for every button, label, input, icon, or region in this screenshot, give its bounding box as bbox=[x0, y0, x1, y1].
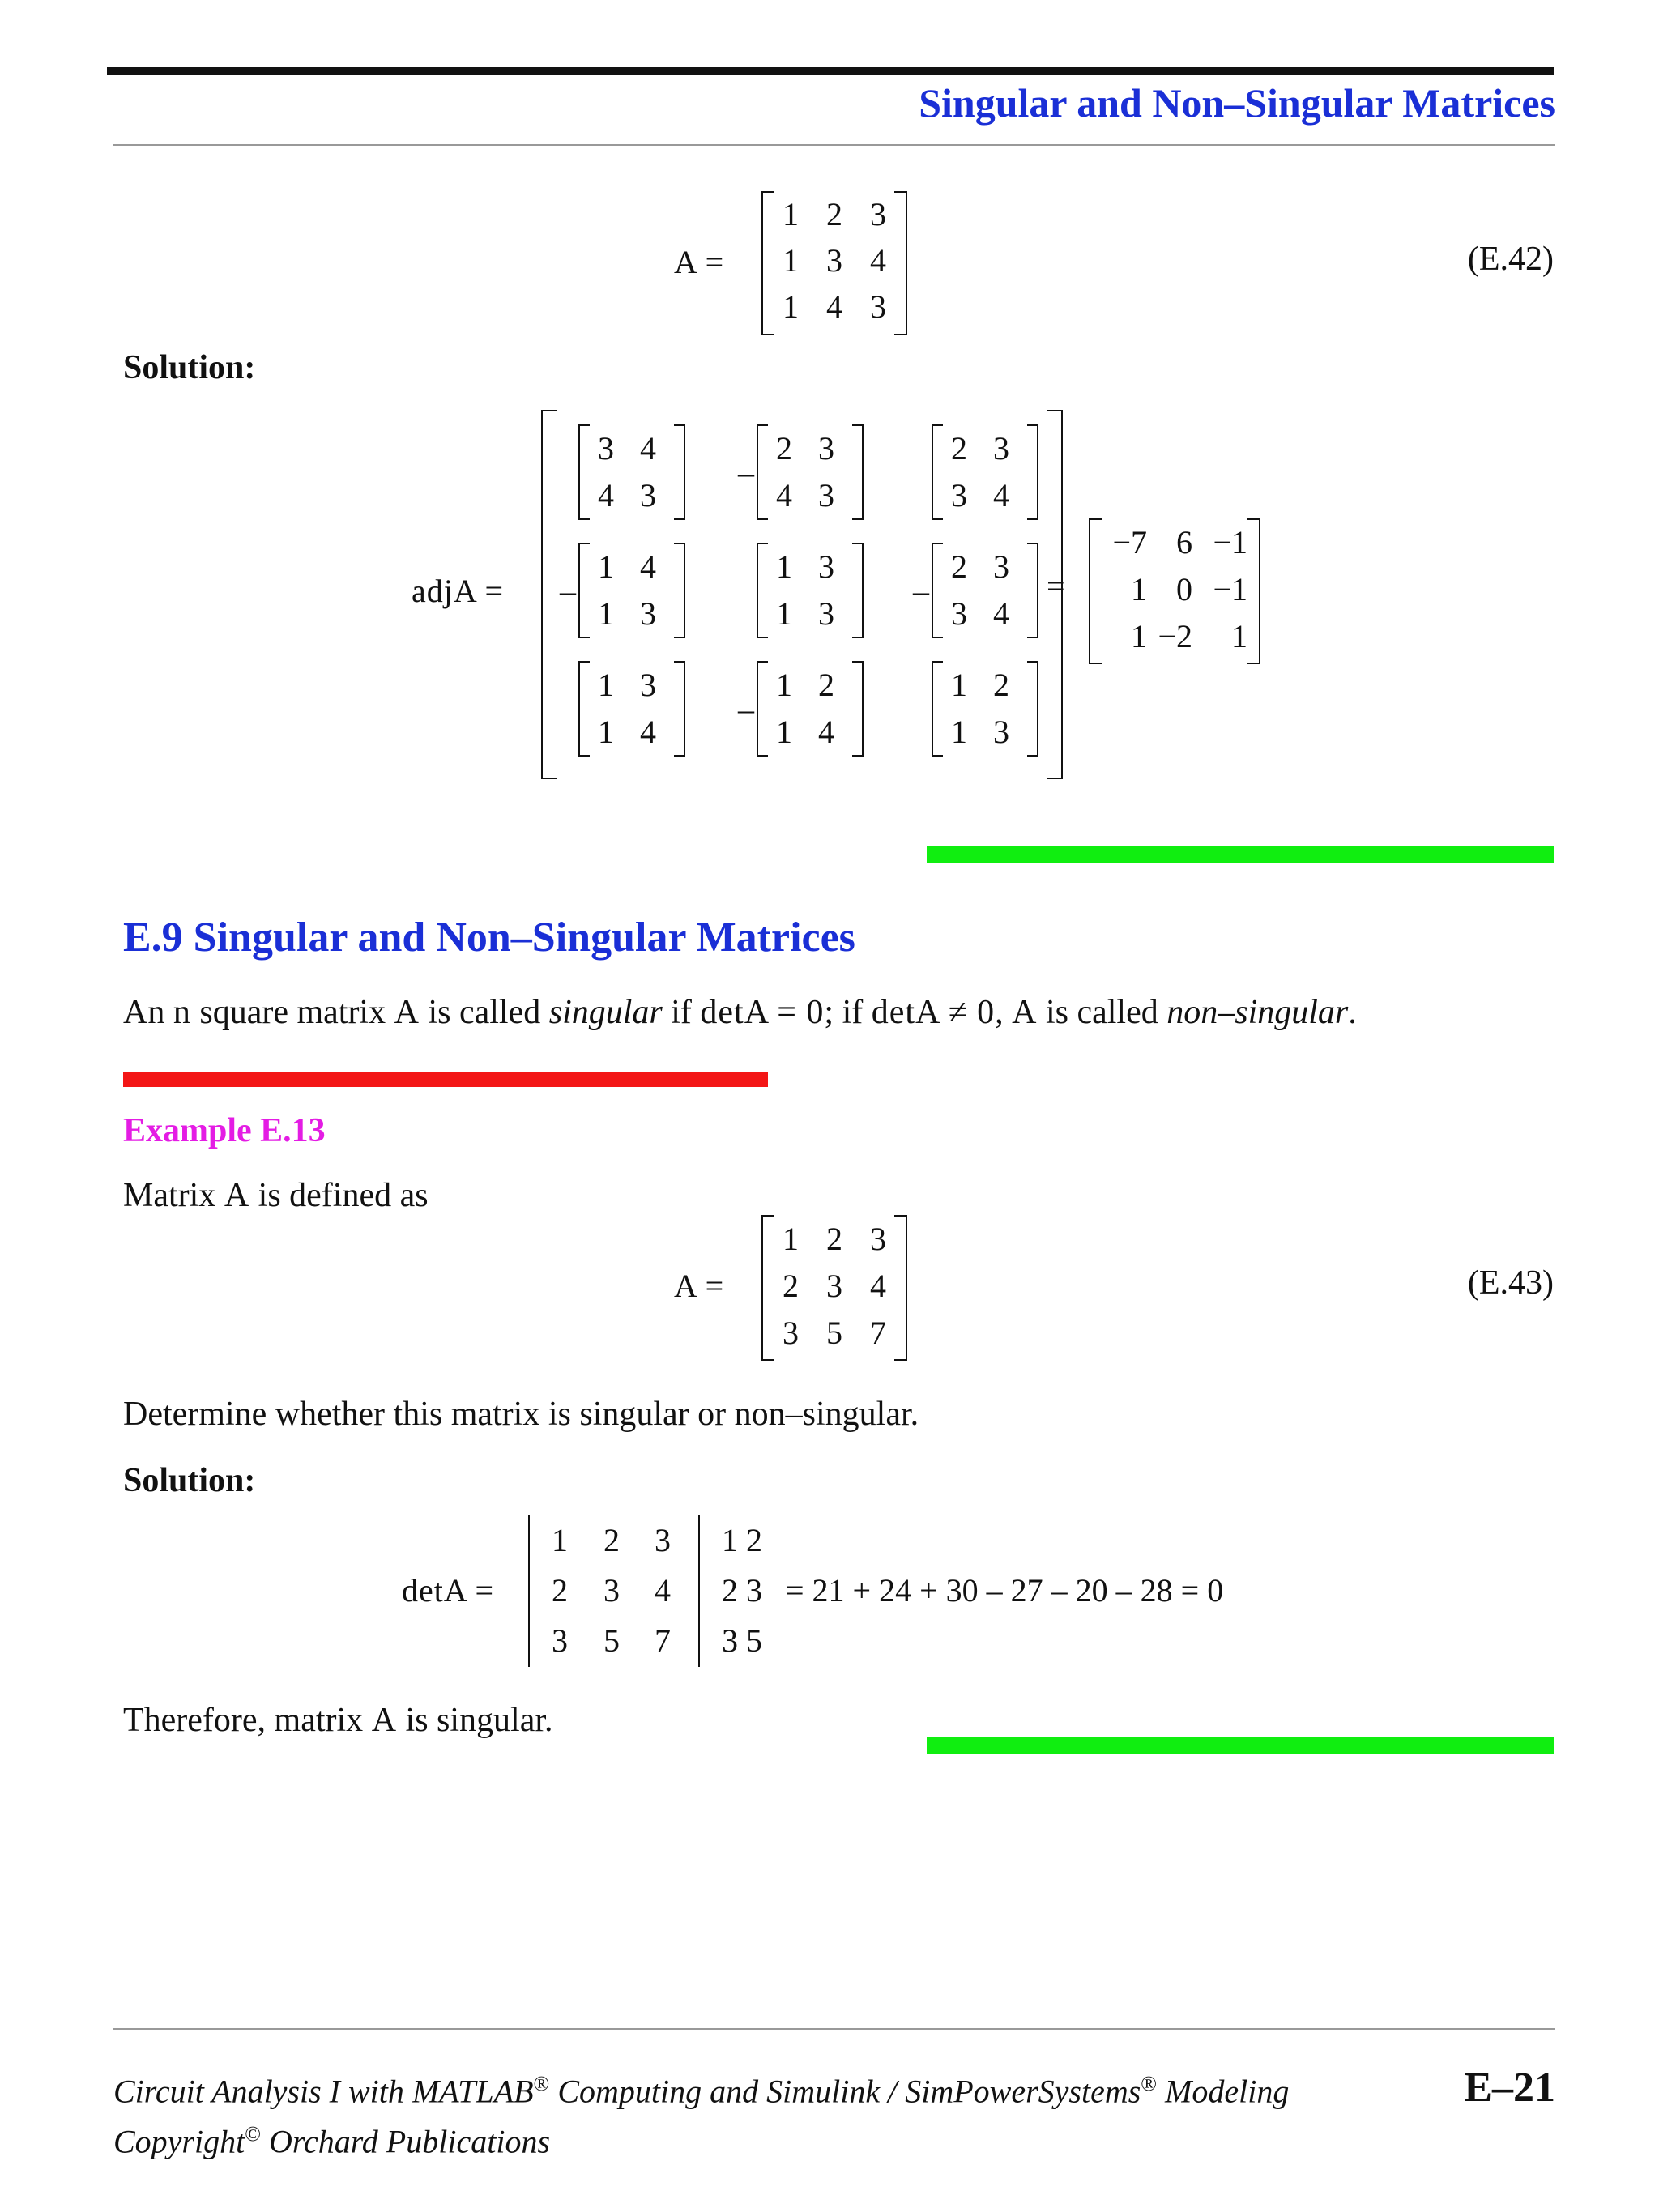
eq42-matrix-cell: 3 bbox=[826, 242, 842, 279]
det-lhs: detA = bbox=[402, 1572, 495, 1609]
adj-result-cell: −1 bbox=[1213, 570, 1247, 607]
question-text: Determine whether this matrix is singular or non–singular. bbox=[123, 1396, 919, 1433]
eq43-matrix-cell: 3 bbox=[826, 1267, 842, 1304]
minor-cell: 4 bbox=[993, 595, 1009, 632]
minor-cell: 4 bbox=[640, 548, 656, 585]
section-title: E.9 Singular and Non–Singular Matrices bbox=[123, 914, 855, 961]
adj-result-cell: 6 bbox=[1176, 523, 1192, 560]
def-cond2: detA ≠ 0 bbox=[871, 994, 996, 1031]
minor-cell: 1 bbox=[776, 666, 792, 703]
minor-cell: 3 bbox=[640, 666, 656, 703]
det-extra-cell: 2 3 bbox=[722, 1571, 762, 1609]
footer-publisher: Orchard Publications bbox=[261, 2123, 551, 2160]
def-text-2: square matrix bbox=[190, 994, 394, 1031]
cofactor-entry bbox=[736, 424, 911, 520]
minor-cell: 3 bbox=[818, 429, 834, 467]
eq42-lhs: A = bbox=[674, 244, 725, 280]
minor-cell: 3 bbox=[951, 476, 967, 514]
def-text-6: , bbox=[995, 994, 1013, 1031]
adj-result-cell: 1 bbox=[1131, 617, 1147, 654]
example-label: Example E.13 bbox=[123, 1112, 326, 1149]
adj-result-cell: 1 bbox=[1231, 617, 1247, 654]
minor-cell: 3 bbox=[598, 429, 614, 467]
minor-cell: 3 bbox=[993, 713, 1009, 750]
minor-matrix bbox=[578, 543, 685, 638]
minor-cell: 1 bbox=[598, 713, 614, 750]
end-of-example-bar-2 bbox=[927, 1737, 1554, 1754]
eq42-matrix-cell: 1 bbox=[783, 242, 799, 279]
footer-book-title-a: Circuit Analysis I with MATLAB bbox=[113, 2073, 534, 2110]
cofactor-entry bbox=[911, 424, 1047, 520]
footer-line-2 bbox=[113, 2122, 550, 2160]
det-matrix-cell: 4 bbox=[655, 1571, 671, 1609]
minor-cell: 1 bbox=[776, 595, 792, 632]
minor-matrix bbox=[932, 543, 1038, 638]
eq42-matrix bbox=[761, 191, 907, 335]
minor-cell: 3 bbox=[818, 476, 834, 514]
minor-cell: 4 bbox=[640, 713, 656, 750]
adj-equals: = bbox=[1047, 568, 1065, 604]
minor-cell: 1 bbox=[598, 666, 614, 703]
def-text-7: is called bbox=[1037, 994, 1167, 1031]
minor-cell: 1 bbox=[598, 548, 614, 585]
det-matrix-cell: 3 bbox=[655, 1521, 671, 1558]
footer-book-title-b: Computing and Simulink / SimPowerSystems bbox=[549, 2073, 1141, 2110]
minor-cell: 1 bbox=[951, 713, 967, 750]
adj-outer-matrix bbox=[541, 410, 1063, 779]
cofactor-entry bbox=[911, 661, 1047, 757]
eq43-matrix-cell: 3 bbox=[783, 1314, 799, 1351]
det-matrix-cell: 5 bbox=[603, 1622, 620, 1659]
def-A1: A bbox=[394, 994, 420, 1031]
def-text-4: if bbox=[662, 994, 701, 1031]
cofactor-sign: – bbox=[560, 572, 576, 609]
footer-line-1 bbox=[113, 2072, 1289, 2110]
cofactor-sign: – bbox=[738, 690, 754, 727]
det-rhs: = 21 + 24 + 30 – 27 – 20 – 28 = 0 bbox=[786, 1572, 1224, 1609]
def-text-3: is called bbox=[419, 994, 549, 1031]
def-text-5: ; if bbox=[824, 994, 872, 1031]
cofactor-entry bbox=[557, 543, 736, 638]
cofactor-entry bbox=[557, 661, 736, 757]
adj-result-matrix bbox=[1089, 518, 1260, 664]
def-singular: singular bbox=[548, 994, 663, 1031]
minor-matrix bbox=[757, 424, 864, 520]
def-A2: A bbox=[1012, 994, 1038, 1031]
eq43-matrix-cell: 7 bbox=[870, 1314, 886, 1351]
eq43-matrix-cell: 4 bbox=[870, 1267, 886, 1304]
minor-cell: 2 bbox=[776, 429, 792, 467]
eq42-label: (E.42) bbox=[1467, 241, 1554, 278]
det-matrix-cell: 2 bbox=[552, 1571, 568, 1609]
footer-book-title-c: Modeling bbox=[1157, 2073, 1290, 2110]
cofactor-entry bbox=[736, 543, 911, 638]
det-matrix-cell: 3 bbox=[552, 1622, 568, 1659]
eq43-matrix-cell: 1 bbox=[783, 1220, 799, 1257]
minor-cell: 2 bbox=[951, 548, 967, 585]
solution1-label: Solution: bbox=[123, 349, 256, 386]
example-intro bbox=[123, 1176, 429, 1215]
cofactor-entry bbox=[736, 661, 911, 757]
footer-copyright: Copyright bbox=[113, 2123, 245, 2160]
eq42-matrix-cell: 2 bbox=[826, 196, 842, 232]
cofactor-sign: – bbox=[738, 454, 754, 491]
minor-matrix bbox=[578, 661, 685, 757]
adj-result-cell: −7 bbox=[1112, 523, 1147, 560]
minor-cell: 3 bbox=[818, 595, 834, 632]
def-text-1: An bbox=[123, 994, 173, 1031]
conclusion-A: A bbox=[371, 1702, 398, 1739]
adj-result-cell: 0 bbox=[1176, 570, 1192, 607]
det-matrix-cell: 1 bbox=[552, 1521, 568, 1558]
det-matrix bbox=[528, 1515, 776, 1667]
minor-cell: 4 bbox=[993, 476, 1009, 514]
eq43-matrix-cell: 2 bbox=[783, 1267, 799, 1304]
det-matrix-cell: 7 bbox=[655, 1622, 671, 1659]
minor-cell: 1 bbox=[598, 595, 614, 632]
minor-cell: 2 bbox=[818, 666, 834, 703]
minor-matrix bbox=[757, 543, 864, 638]
end-of-example-bar bbox=[927, 846, 1554, 863]
minor-cell: 3 bbox=[993, 429, 1009, 467]
minor-cell: 1 bbox=[776, 713, 792, 750]
copyright-mark: © bbox=[245, 2122, 261, 2146]
adj-lhs: adjA = bbox=[412, 573, 505, 609]
minor-cell: 4 bbox=[598, 476, 614, 514]
minor-cell: 3 bbox=[818, 548, 834, 585]
header-title: Singular and Non–Singular Matrices bbox=[919, 80, 1555, 126]
header-bottom-rule bbox=[113, 144, 1555, 146]
eq43-matrix bbox=[761, 1215, 907, 1361]
registered-mark-1: ® bbox=[533, 2072, 550, 2095]
det-matrix-cell: 3 bbox=[603, 1571, 620, 1609]
minor-matrix bbox=[932, 424, 1038, 520]
footer-rule bbox=[113, 2028, 1555, 2030]
eq42-matrix-cell: 3 bbox=[870, 196, 886, 232]
eq43-matrix-cell: 2 bbox=[826, 1220, 842, 1257]
eq43-label: (E.43) bbox=[1467, 1264, 1554, 1302]
minor-cell: 4 bbox=[776, 476, 792, 514]
det-extra-cell: 3 5 bbox=[722, 1622, 762, 1659]
minor-cell: 2 bbox=[993, 666, 1009, 703]
conclusion-text-1: Therefore, matrix bbox=[123, 1702, 372, 1739]
minor-cell: 4 bbox=[640, 429, 656, 467]
minor-cell: 3 bbox=[640, 595, 656, 632]
minor-matrix bbox=[578, 424, 685, 520]
solution2-label: Solution: bbox=[123, 1462, 256, 1499]
definition-paragraph bbox=[123, 993, 1357, 1032]
intro-text-1: Matrix bbox=[123, 1177, 224, 1214]
eq42-matrix-cell: 1 bbox=[783, 288, 799, 325]
cofactor-entry bbox=[911, 543, 1047, 638]
eq43-lhs: A = bbox=[674, 1268, 725, 1304]
def-n: n bbox=[173, 994, 191, 1031]
minor-cell: 2 bbox=[951, 429, 967, 467]
def-nonsingular: non–singular bbox=[1166, 994, 1349, 1031]
adj-result-cell: 1 bbox=[1131, 570, 1147, 607]
header-top-rule bbox=[107, 67, 1554, 75]
adj-result-cell: −1 bbox=[1213, 523, 1247, 560]
intro-A: A bbox=[224, 1177, 250, 1214]
minor-cell: 1 bbox=[776, 548, 792, 585]
minor-cell: 3 bbox=[951, 595, 967, 632]
eq43-matrix-cell: 3 bbox=[870, 1220, 886, 1257]
def-text-8: . bbox=[1348, 994, 1357, 1031]
det-matrix-cell: 2 bbox=[603, 1521, 620, 1558]
minor-matrix bbox=[932, 661, 1038, 757]
conclusion-text-2: is singular. bbox=[397, 1702, 553, 1739]
intro-text-2: is defined as bbox=[249, 1177, 429, 1214]
minor-cell: 4 bbox=[818, 713, 834, 750]
eq42-matrix-cell: 4 bbox=[826, 288, 842, 325]
cofactor-entry bbox=[557, 424, 736, 520]
eq43-matrix-cell: 5 bbox=[826, 1314, 842, 1351]
det-extra-cell: 1 2 bbox=[722, 1521, 762, 1558]
minor-cell: 3 bbox=[993, 548, 1009, 585]
minor-cell: 1 bbox=[951, 666, 967, 703]
minor-cell: 3 bbox=[640, 476, 656, 514]
eq42-matrix-cell: 1 bbox=[783, 196, 799, 232]
eq42-matrix-cell: 4 bbox=[870, 242, 886, 279]
def-cond1: detA = 0 bbox=[700, 994, 825, 1031]
example-start-bar bbox=[123, 1072, 768, 1087]
registered-mark-2: ® bbox=[1141, 2072, 1158, 2095]
page-number: E–21 bbox=[1464, 2065, 1555, 2111]
minor-matrix bbox=[757, 661, 864, 757]
adj-result-cell: −2 bbox=[1158, 617, 1192, 654]
eq42-matrix-cell: 3 bbox=[870, 288, 886, 325]
cofactor-sign: – bbox=[913, 572, 929, 609]
conclusion bbox=[123, 1701, 553, 1740]
